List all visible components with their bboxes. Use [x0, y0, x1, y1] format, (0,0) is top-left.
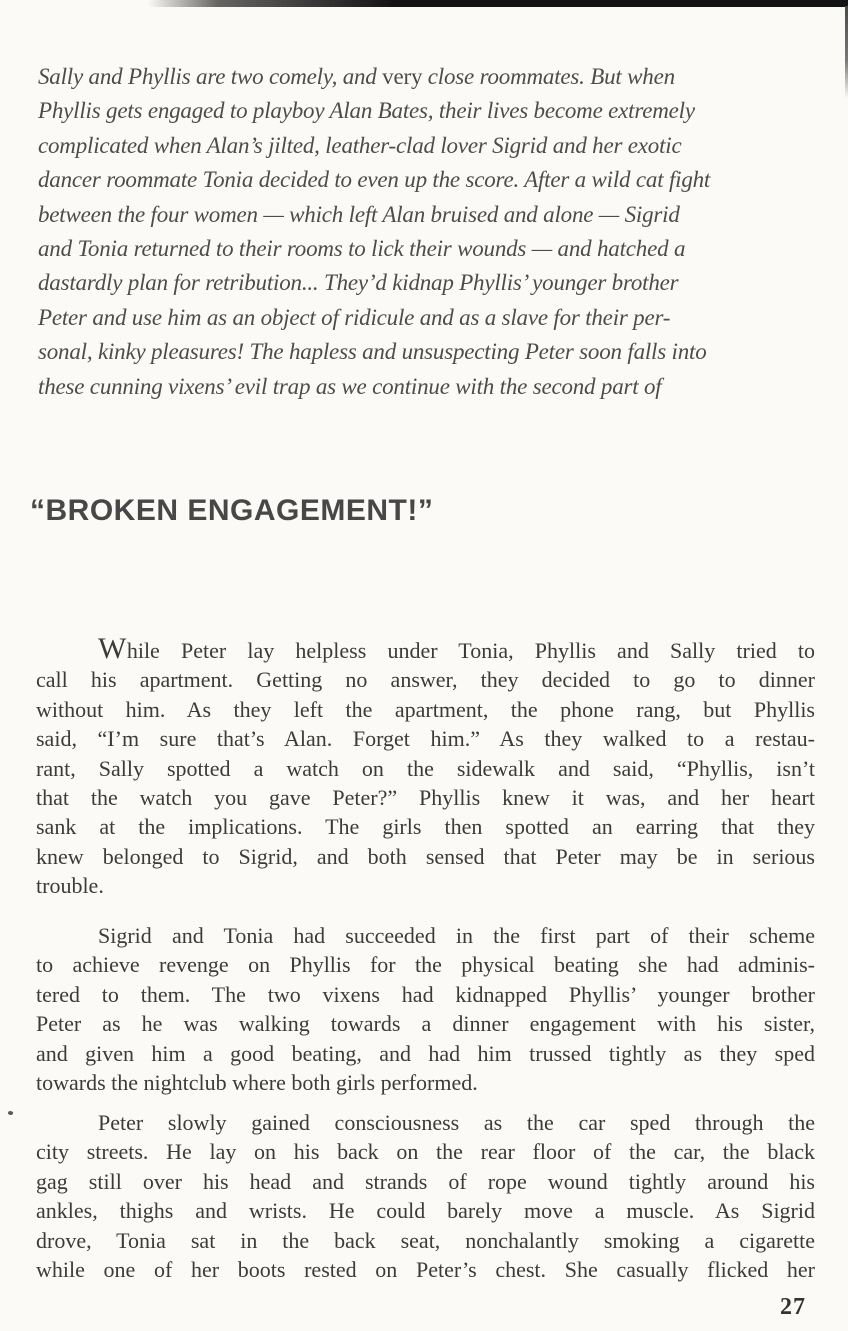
story-title: “BROKEN ENGAGEMENT!”: [30, 494, 434, 527]
synopsis-line: Peter and use him as an object of ridicule and as a slave for their per-: [38, 304, 671, 330]
text-line: tered to them. The two vixens had kidnapped Phyllis’ younger brother: [36, 981, 815, 1007]
text-line: rant, Sally spotted a watch on the sidewalk and said, “Phyllis, isn’t: [36, 755, 815, 781]
text-line: while one of her boots rested on Peter’s chest. She casually flicked her: [36, 1257, 815, 1283]
scan-speck: [7, 1110, 13, 1115]
text-span: hile Peter lay helpless under Tonia, Phyllis and Sally tried to: [126, 638, 815, 663]
text-line: Sigrid and Tonia had succeeded in the first part of their scheme: [98, 923, 815, 948]
synopsis-emphasis-word: very: [382, 64, 423, 89]
text-line: knew belonged to Sigrid, and both sensed that Peter may be in serious: [36, 843, 815, 869]
synopsis-line: [38, 60, 822, 94]
text-line: drove, Tonia sat in the back seat, nonchalantly smoking a cigarette: [36, 1227, 815, 1253]
synopsis-line: these cunning vixens’ evil trap as we continue with the second part of: [38, 373, 662, 399]
text-line: without him. As they left the apartment, the phone rang, but Phyllis: [36, 696, 815, 722]
story-paragraph: [36, 1108, 815, 1284]
synopsis-line: complicated when Alan’s jilted, leather-clad lover Sigrid and her exotic: [38, 132, 682, 158]
text-line: that the watch you gave Peter?” Phyllis knew it was, and her heart: [36, 785, 815, 811]
page-number: 27: [780, 1294, 806, 1320]
text-line: towards the nightclub where both girls performed.: [36, 1070, 478, 1096]
text-line: trouble.: [36, 873, 104, 899]
lead-capital: W: [98, 632, 127, 665]
story-paragraph: [36, 921, 815, 1097]
text-line: Peter as he was walking towards a dinner engagement with his sister,: [36, 1011, 815, 1037]
text-line: ankles, thighs and wrists. He could barely move a muscle. As Sigrid: [36, 1198, 815, 1224]
synopsis-line: dancer roommate Tonia decided to even up the score. After a wild cat fight: [38, 167, 711, 193]
text-line: city streets. He lay on his back on the rear floor of the car, the black: [36, 1139, 815, 1165]
text-line: said, “I’m sure that’s Alan. Forget him.” As they walked to a restau-: [36, 726, 815, 752]
text-line: call his apartment. Getting no answer, they decided to go to dinner: [36, 667, 815, 693]
synopsis-line: sonal, kinky pleasures! The hapless and unsuspecting Peter soon falls into: [38, 339, 707, 365]
text-line: to achieve revenge on Phyllis for the physical beating she had adminis-: [36, 952, 815, 978]
text-line: and given him a good beating, and had him trussed tightly as they sped: [36, 1040, 815, 1066]
synopsis-line: between the four women — which left Alan bruised and alone — Sigrid: [38, 201, 680, 227]
story-paragraph: [36, 634, 815, 901]
text-line: sank at the implications. The girls then spotted an earring that they: [36, 814, 815, 840]
synopsis-line: Phyllis gets engaged to playboy Alan Bates, their lives become extremely: [38, 98, 695, 124]
text-line: [36, 634, 815, 665]
synopsis-intro: [38, 60, 822, 404]
text-line: Peter slowly gained consciousness as the car sped through the: [98, 1110, 815, 1135]
synopsis-line: and Tonia returned to their rooms to lick their wounds — and hatched a: [38, 236, 686, 262]
synopsis-text: Sally and Phyllis are two comely, and: [38, 64, 383, 89]
synopsis-text: close roommates. But when: [422, 64, 675, 89]
text-line: gag still over his head and strands of rope wound tightly around his: [36, 1168, 815, 1194]
scan-artifact-top-bar: [148, 0, 848, 7]
synopsis-line: dastardly plan for retribution... They’d kidnap Phyllis’ younger brother: [38, 270, 679, 296]
